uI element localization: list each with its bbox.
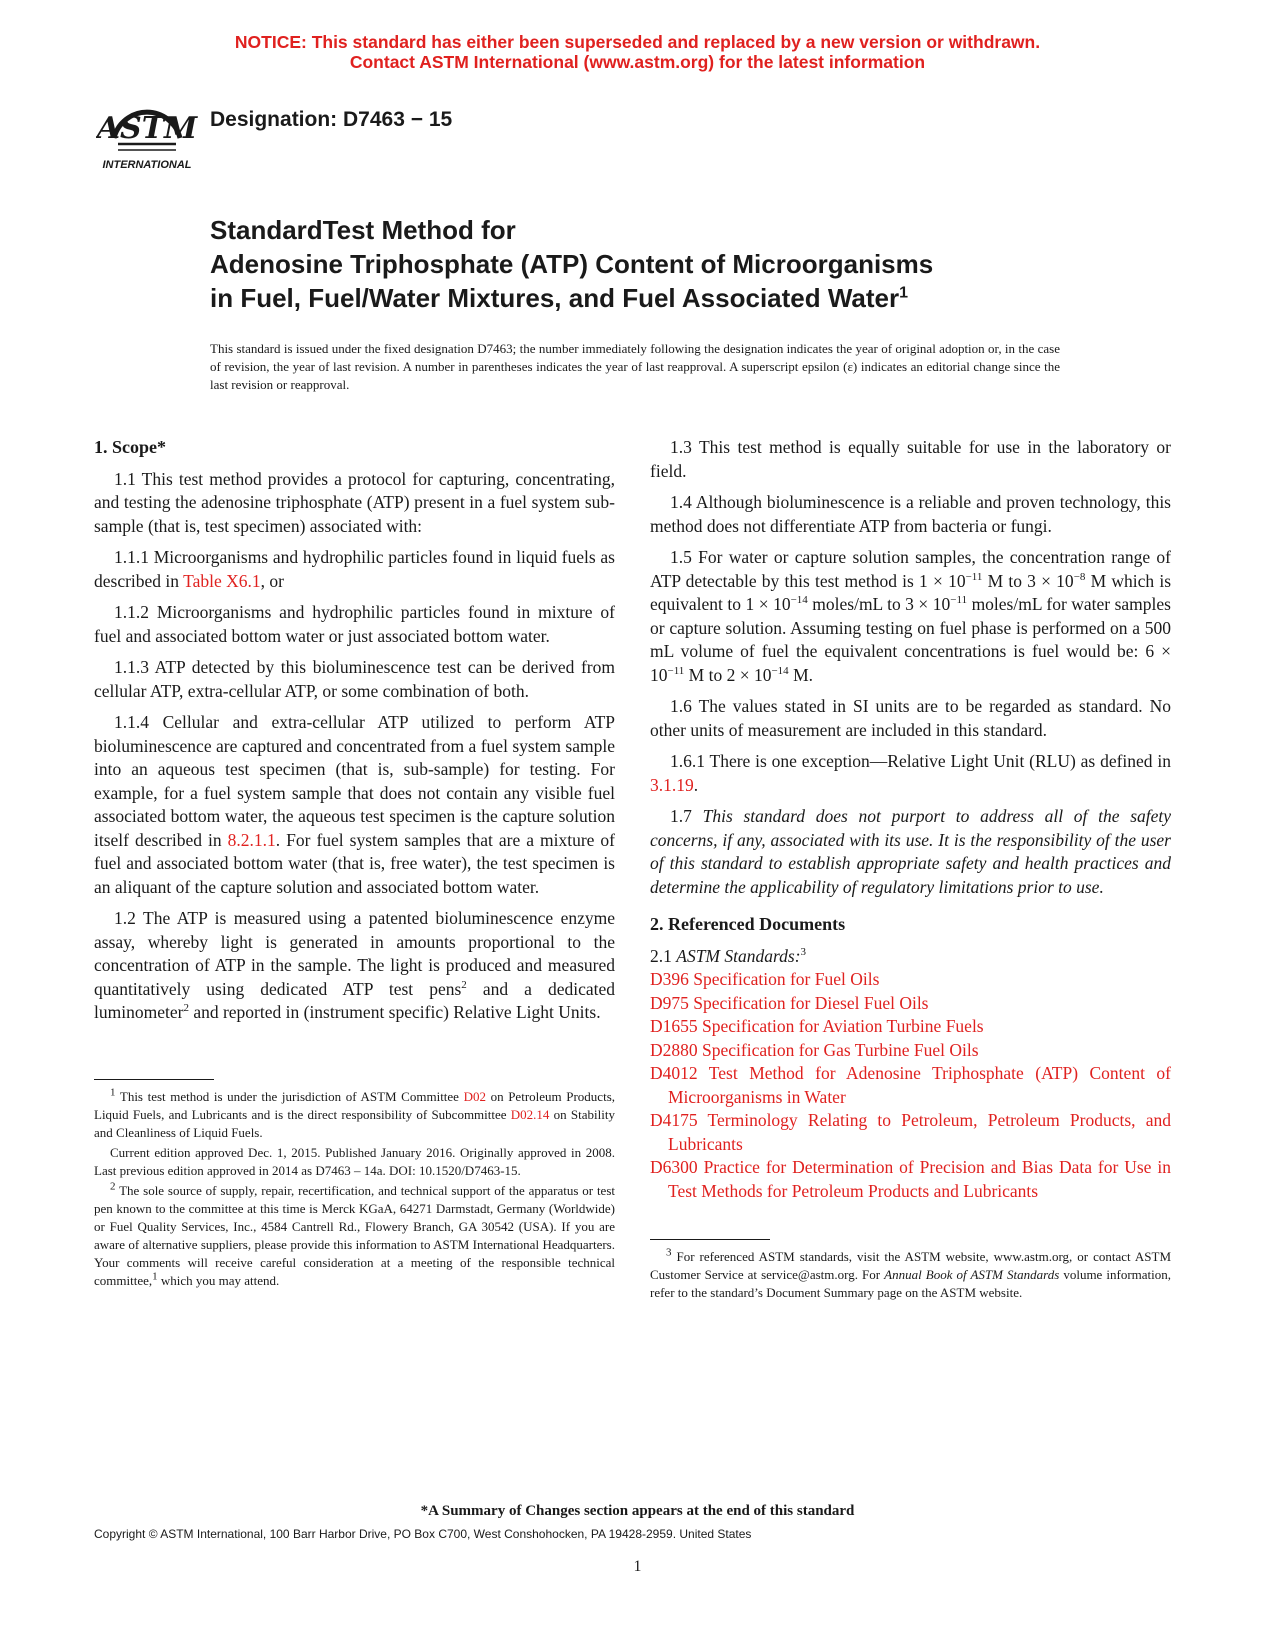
reference-item[interactable]: D4175 Terminology Relating to Petroleum, Petroleum Products, and Lubricants — [650, 1110, 1171, 1154]
para-1-2: 1.2 The ATP is measured using a patented bioluminescence enzyme assay, whereby light is generated in amounts proportional to the concentration of ATP in the sample. The light is produced and measured quantitatively using dedicated ATP test pens$^2$ and a dedicated luminometer$^2$ and reported in (instrument specific) Relative Light Units. — [94, 908, 616, 1022]
section-8-2-1-1-link[interactable]: 8.2.1.1 — [227, 829, 276, 850]
scope-heading: 1. Scope* — [94, 437, 166, 457]
reference-item[interactable]: D975 Specification for Diesel Fuel Oils — [650, 992, 929, 1013]
footnote-1: $^1$ This test method is under the jurisdiction of ASTM Committee D02 on Petroleum Products, Liquid Fuels, and Lubricants and is the direct responsibility of Subcommittee D02.14 on Stability and Cleanliness of Liquid Fuels. — [94, 1086, 616, 1140]
section-3-1-19-link[interactable]: 3.1.19 — [650, 774, 694, 795]
para-1-6-1: 1.6.1 There is one exception—Relative Light Unit (RLU) as defined in 3.1.19. — [650, 751, 1171, 795]
issuance-note: This standard is issued under the fixed designation D7463; the number immediately following the designation indicates the year of original adoption or, in the case of revision, the year of last revision. A number in parentheses indicates the year of last reapproval. A superscript epsilon (ε) indicates an editorial change since the last revision or reapproval. — [210, 341, 1060, 392]
committee-d02-link[interactable]: D02 — [463, 1088, 486, 1104]
svg-text:ASTM: ASTM — [96, 111, 198, 146]
references-list — [650, 945, 1171, 1204]
page-number: 1 — [633, 1558, 642, 1575]
para-1-4: 1.4 Although bioluminescence is a reliable and proven technology, this method does not differentiate ATP from bacteria or fungi. — [650, 492, 1171, 536]
title-footnote-ref[interactable]: 1 — [899, 284, 909, 302]
reference-item[interactable]: D4012 Test Method for Adenosine Triphosphate (ATP) Content of Microorganisms in Water — [650, 1063, 1171, 1107]
footnote-rule — [94, 1079, 214, 1080]
document-title — [210, 213, 933, 315]
footnote-2: $^2$ The sole source of supply, repair, recertification, and technical support of the apparatus or test pen known to the committee at this time is Merck KGaA, 64271 Darmstadt, Germany (Worldwide) or Fuel Quality Services, Inc., 4584 Cantrell Rd., Flowery Branch, GA 30542 (USA). If you are aware of alternative suppliers, please provide this information to ASTM International Headquarters. Your comments will receive careful consideration at a meeting of the responsible technical committee,$^1$ which you may attend. — [94, 1180, 615, 1288]
subcommittee-d02-14-link[interactable]: D02.14 — [510, 1106, 550, 1122]
right-column — [650, 436, 1171, 1304]
astm-logo — [96, 88, 198, 178]
reference-item[interactable]: D396 Specification for Fuel Oils — [650, 969, 880, 989]
footnote-1-edition: Current edition approved Dec. 1, 2015. Published January 2016. Originally approved in 2008. Last previous edition approved in 2014 as D7463 – 14a. DOI: 10.1520/D7463-15. — [94, 1144, 615, 1178]
copyright-line: Copyright © ASTM International, 100 Barr Harbor Drive, PO Box C700, West Conshohocken, PA 19428-2959. United States — [94, 1527, 752, 1541]
left-column — [94, 436, 615, 1292]
logo-caption: INTERNATIONAL — [102, 159, 192, 171]
references-heading: 2. Referenced Documents — [650, 914, 846, 934]
para-1-1-1: 1.1.1 Microorganisms and hydrophilic particles found in liquid fuels as described in Table X6.1, or — [94, 547, 615, 591]
para-1-6: 1.6 The values stated in SI units are to be regarded as standard. No other units of measurement are included in this standard. — [650, 696, 1171, 740]
title-line-3: in Fuel, Fuel/Water Mixtures, and Fuel Associated Water$^1$ — [210, 283, 909, 313]
footnotes-left — [94, 1088, 615, 1290]
table-x6-1-link[interactable]: Table X6.1 — [183, 570, 261, 591]
reference-item[interactable]: D1655 Specification for Aviation Turbine Fuels — [650, 1016, 984, 1036]
notice-line-2: Contact ASTM International (www.astm.org) for the latest information — [349, 52, 926, 72]
notice-line-1: NOTICE: This standard has either been superseded and replaced by a new version or withdrawn. — [234, 32, 1041, 52]
para-1-5: 1.5 For water or capture solution samples, the concentration range of ATP detectable by this test method is $1 \times 10^{-11}$ M to $3 \times 10^{-8}$ M which is equivalent to $1 \times 10^{-14}$ moles/mL to $3 \times 10^{-11}$ moles/mL for water samples or capture solution. Assuming testing on fuel phase is performed on a 500 mL volume of fuel the equivalent concentrations is fuel would be: $6 \times 10^{-11}$ M to $2 \times 10^{-14}$ M. — [650, 547, 1172, 685]
para-1-1-4: 1.1.4 Cellular and extra-cellular ATP utilized to perform ATP bioluminescence are captured and concentrated from a fuel system sample into an aqueous test specimen (that is, sub-sample) for testing. For example, for a fuel system sample that does not contain any visible fuel associated bottom water, the aqueous test specimen is the capture solution itself described in 8.2.1.1. For fuel system samples that are a mixture of fuel and associated bottom water (that is, free water), the test specimen is an aliquant of the capture solution and associated bottom water. — [94, 712, 616, 897]
para-1-1-2: 1.1.2 Microorganisms and hydrophilic particles found in mixture of fuel and associated bottom water or just associated bottom water. — [94, 602, 615, 646]
reference-item[interactable]: D6300 Practice for Determination of Precision and Bias Data for Use in Test Methods for Petroleum Products and Lubricants — [650, 1157, 1171, 1201]
designation: Designation: D7463 − 15 — [210, 108, 453, 131]
withdrawal-notice — [0, 32, 1275, 72]
summary-of-changes-note: *A Summary of Changes section appears at the end of this standard — [420, 1503, 855, 1519]
para-1-7: 1.7 This standard does not purport to address all of the safety concerns, if any, associated with its use. It is the responsibility of the user of this standard to establish appropriate safety and health practices and determine the applicability of regulatory limitations prior to use. — [650, 806, 1172, 897]
title-line-2: Adenosine Triphosphate (ATP) Content of Microorganisms — [210, 249, 934, 279]
title-line-1: StandardTest Method for — [210, 215, 516, 245]
para-1-3: 1.3 This test method is equally suitable for use in the laboratory or field. — [650, 437, 1171, 481]
footnotes-right — [650, 1248, 1171, 1302]
footnote-3: $^3$ For referenced ASTM standards, visit the ASTM website, www.astm.org, or contact ASTM Customer Service at service@astm.org. For Annual Book of ASTM Standards volume information, refer to the standard’s Document Summary page on the ASTM website. — [650, 1246, 1172, 1300]
astm-standards-subheading: 2.1 ASTM Standards:$^3$ — [650, 945, 807, 966]
reference-item[interactable]: D2880 Specification for Gas Turbine Fuel Oils — [650, 1039, 979, 1060]
footnote-rule — [650, 1239, 770, 1240]
para-1-1-3: 1.1.3 ATP detected by this bioluminescence test can be derived from cellular ATP, extra-cellular ATP, or some combination of both. — [94, 657, 615, 701]
para-1-1: 1.1 This test method provides a protocol for capturing, concentrating, and testing the adenosine triphosphate (ATP) present in a fuel system sub-sample (that is, test specimen) associated with: — [94, 468, 615, 536]
